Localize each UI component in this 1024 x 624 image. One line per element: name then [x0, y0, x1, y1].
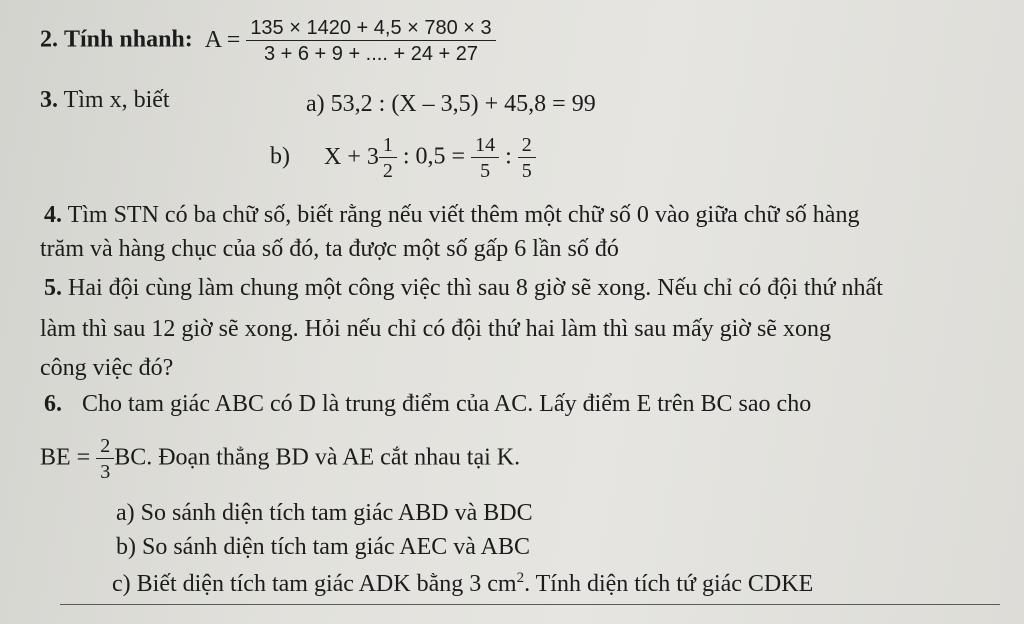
fraction-denominator: 5 [480, 160, 491, 182]
question-3a [306, 92, 596, 116]
question-5-line-2 [40, 317, 831, 341]
question-5-line-1 [44, 276, 883, 300]
question-6a [116, 501, 533, 525]
equation-a: a) 53,2 : (X – 3,5) + 45,8 = 99 [306, 91, 596, 117]
question-3b [270, 135, 536, 181]
fraction-2-3 [96, 436, 114, 482]
mixed-denominator: 2 [382, 160, 393, 182]
question-4-line-1 [44, 203, 859, 227]
question-6-line-2 [40, 436, 520, 482]
fraction-numerator: 2 [96, 436, 114, 459]
question-number: 5. [44, 275, 62, 301]
fraction-numerator: 2 [518, 135, 536, 158]
question-text: công việc đó? [40, 355, 174, 381]
big-fraction [246, 18, 495, 64]
paper-fold-line [60, 604, 1000, 605]
question-text: Hai đội cùng làm chung một công việc thì sau 8 giờ sẽ xong. Nếu chỉ có đội thứ nhất [68, 275, 883, 301]
equation-b-label: b) [270, 143, 290, 170]
question-number: 4. [44, 202, 62, 228]
fraction-numerator: 14 [471, 135, 499, 158]
question-label: Tìm x, biết [63, 87, 170, 113]
fraction-numerator: 135 × 1420 + 4,5 × 780 × 3 [246, 18, 495, 41]
fraction-denominator: 3 [100, 461, 111, 483]
question-4-line-2 [40, 237, 619, 261]
question-number: 3. [40, 87, 58, 113]
question-text: làm thì sau 12 giờ sẽ xong. Hỏi nếu chỉ có đội thứ hai làm thì sau mấy giờ sẽ xong [40, 316, 831, 342]
question-text: trăm và hàng chục của số đó, ta được một số gấp 6 lần số đó [40, 236, 619, 262]
question-6c [112, 571, 813, 596]
question-number: 6. [44, 391, 62, 417]
question-2 [40, 18, 496, 64]
question-text: BC. Đoạn thẳng BD và AE cắt nhau tại K. [114, 444, 521, 471]
fraction-14-5 [471, 135, 499, 181]
mixed-numerator: 1 [379, 135, 397, 158]
fraction-2-5 [518, 135, 536, 181]
sub-question: a) So sánh diện tích tam giác ABD và BDC [116, 500, 533, 526]
question-6-line-1 [44, 392, 811, 416]
sub-question: . Tính diện tích tứ giác CDKE [524, 571, 814, 597]
question-label: Tính nhanh: [64, 26, 193, 53]
equation-lhs: A = [204, 26, 241, 53]
mixed-fraction [379, 135, 397, 181]
question-5-line-3 [40, 356, 173, 380]
superscript: 2 [516, 570, 525, 586]
fraction-denominator: 3 + 6 + 9 + .... + 24 + 27 [263, 43, 478, 65]
equation-b-mid: : 0,5 = [402, 143, 466, 170]
question-text: Cho tam giác ABC có D là trung điểm của AC. Lấy điểm E trên BC sao cho [82, 391, 812, 417]
question-3 [40, 88, 170, 112]
sub-question: b) So sánh diện tích tam giác AEC và ABC [116, 534, 530, 560]
question-6b [116, 535, 530, 559]
question-number: 2. [40, 26, 58, 53]
question-text: Tìm STN có ba chữ số, biết rằng nếu viết thêm một chữ số 0 vào giữa chữ số hàng [67, 202, 860, 228]
fraction-denominator: 5 [521, 160, 532, 182]
equation-b-lhs: X + 3 [324, 143, 379, 170]
division-sign: : [505, 143, 512, 170]
sub-question: c) Biết diện tích tam giác ADK bằng 3 cm [112, 571, 517, 597]
be-lhs: BE = [40, 444, 91, 471]
